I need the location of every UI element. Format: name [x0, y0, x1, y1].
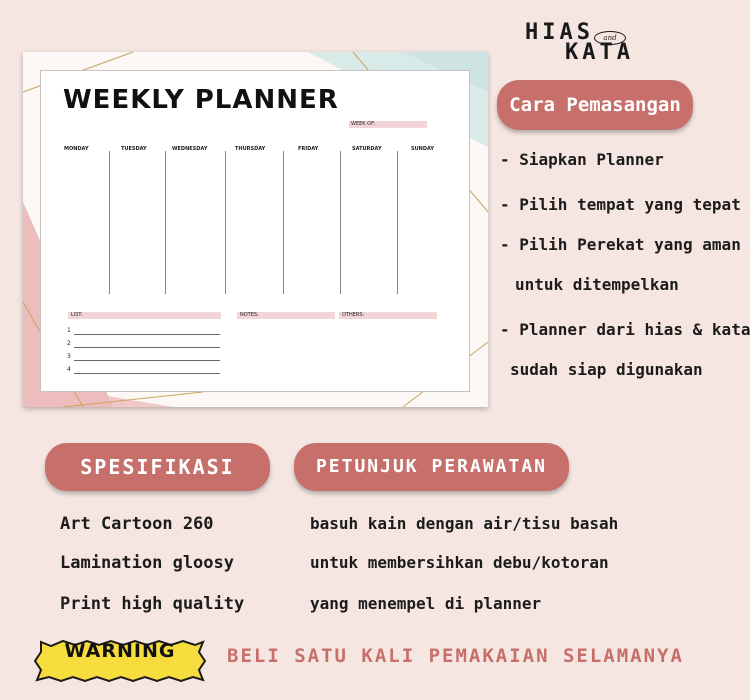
day-label: SUNDAY — [411, 146, 435, 152]
warning-badge — [35, 640, 205, 682]
care-item: basuh kain dengan air/tisu basah — [310, 514, 619, 533]
warning-label: WARNING — [64, 640, 176, 662]
list-number: 3 — [67, 353, 71, 360]
day-label: MONDAY — [64, 146, 89, 152]
spec-item: Print high quality — [60, 594, 245, 614]
notes-box: NOTES: — [237, 312, 335, 319]
care-item: yang menempel di planner — [310, 594, 542, 613]
logo-line-1: HIAS — [525, 20, 594, 45]
list-line — [74, 373, 220, 374]
day-label: FRIDAY — [298, 146, 319, 152]
install-step: - Pilih Perekat yang aman — [500, 235, 741, 254]
spec-item: Art Cartoon 260 — [60, 514, 214, 534]
warning-text: BELI SATU KALI PEMAKAIAN SELAMANYA — [227, 645, 684, 667]
day-label: THURSDAY — [235, 146, 266, 152]
spesifikasi-heading: SPESIFIKASI — [45, 443, 270, 491]
day-divider — [165, 151, 166, 294]
list-line — [74, 360, 220, 361]
install-step: untuk ditempelkan — [515, 275, 679, 294]
cara-pemasangan-heading: Cara Pemasangan — [497, 80, 693, 130]
list-number: 2 — [67, 340, 71, 347]
list-number: 4 — [67, 366, 71, 373]
logo-line-2: KATA — [565, 40, 634, 65]
spec-item: Lamination gloosy — [60, 553, 234, 573]
list-box: LIST: — [68, 312, 221, 319]
install-step: sudah siap digunakan — [510, 360, 703, 379]
day-label: TUESDAY — [121, 146, 147, 152]
install-step: - Planner dari hias & kata — [500, 320, 750, 339]
day-divider — [397, 151, 398, 294]
install-step: - Siapkan Planner — [500, 150, 664, 169]
day-divider — [340, 151, 341, 294]
care-item: untuk membersihkan debu/kotoran — [310, 553, 609, 572]
day-label: SATURDAY — [352, 146, 382, 152]
planner-image — [23, 52, 488, 407]
others-box: OTHERS: — [339, 312, 437, 319]
planner-title: WEEKLY PLANNER — [63, 85, 339, 115]
week-of-field: WEEK OF: — [349, 121, 427, 128]
logo-amp: and — [594, 31, 626, 45]
day-divider — [109, 151, 110, 294]
brand-logo — [525, 20, 675, 70]
day-label: WEDNESDAY — [172, 146, 208, 152]
list-line — [74, 334, 220, 335]
planner-sheet — [40, 70, 470, 392]
day-divider — [225, 151, 226, 294]
day-divider — [283, 151, 284, 294]
list-line — [74, 347, 220, 348]
list-number: 1 — [67, 327, 71, 334]
install-step: - Pilih tempat yang tepat — [500, 195, 741, 214]
petunjuk-perawatan-heading: PETUNJUK PERAWATAN — [294, 443, 569, 491]
